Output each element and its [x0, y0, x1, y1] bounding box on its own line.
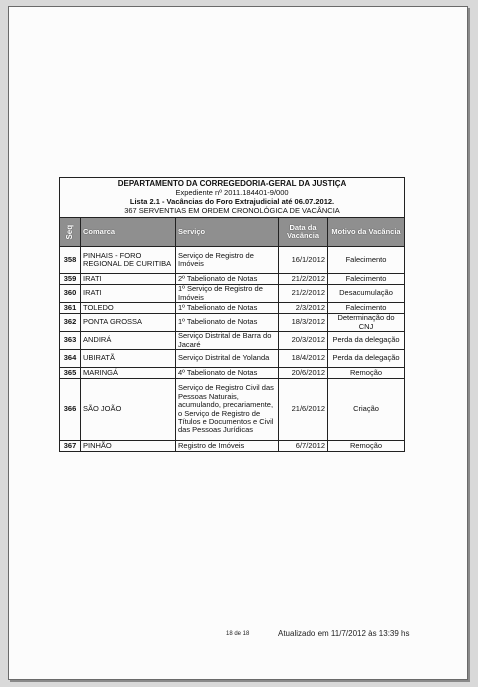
- row-data-vacancia: 20/3/2012: [279, 332, 328, 350]
- column-header-seq: Seq: [60, 218, 81, 247]
- row-motivo: Perda da delegação: [328, 350, 405, 368]
- row-comarca: ANDIRÁ: [81, 332, 176, 350]
- row-seq: 360: [60, 285, 81, 303]
- row-seq: 359: [60, 274, 81, 285]
- row-data-vacancia: 20/6/2012: [279, 368, 328, 379]
- row-servico: Serviço de Registro Civil das Pessoas Naturais, acumulando, precariamente, o Serviço de Registro de Títulos e Documentos e Civil das Pessoas Jurídicas: [176, 379, 279, 441]
- row-servico: 1º Serviço de Registro de Imóveis: [176, 285, 279, 303]
- row-seq: 364: [60, 350, 81, 368]
- row-seq: 366: [60, 379, 81, 441]
- table-header: [60, 178, 405, 218]
- page-number: 18 de 18: [226, 631, 250, 637]
- row-data-vacancia: 16/1/2012: [279, 247, 328, 274]
- row-servico: 2º Tabelionato de Notas: [176, 274, 279, 285]
- row-motivo: Remoção: [328, 441, 405, 452]
- row-data-vacancia: 2/3/2012: [279, 303, 328, 314]
- table-body: [60, 247, 405, 452]
- table-row: [60, 285, 405, 303]
- row-comarca: PONTA GROSSA: [81, 314, 176, 332]
- table-row: [60, 303, 405, 314]
- row-seq: 362: [60, 314, 81, 332]
- column-header-comarca: Comarca: [81, 218, 176, 247]
- row-comarca: IRATI: [81, 285, 176, 303]
- row-servico: Serviço de Registro de Imóveis: [176, 247, 279, 274]
- row-comarca: IRATI: [81, 274, 176, 285]
- table-row: [60, 332, 405, 350]
- row-motivo: Determinação do CNJ: [328, 314, 405, 332]
- row-data-vacancia: 6/7/2012: [279, 441, 328, 452]
- expediente-number: Expediente nº 2011.184401-9/000: [175, 188, 289, 197]
- row-comarca: UBIRATÃ: [81, 350, 176, 368]
- column-header-motivo: Motivo da Vacância: [328, 218, 405, 247]
- row-seq: 363: [60, 332, 81, 350]
- row-servico: 1º Tabelionato de Notas: [176, 303, 279, 314]
- row-motivo: Falecimento: [328, 303, 405, 314]
- row-servico: 1º Tabelionato de Notas: [176, 314, 279, 332]
- row-comarca: MARINGÁ: [81, 368, 176, 379]
- row-servico: 4º Tabelionato de Notas: [176, 368, 279, 379]
- row-motivo: Criação: [328, 379, 405, 441]
- row-comarca: TOLEDO: [81, 303, 176, 314]
- table-row: [60, 247, 405, 274]
- table-row: [60, 379, 405, 441]
- table-row: [60, 368, 405, 379]
- column-header-row: [60, 218, 405, 247]
- row-seq: 367: [60, 441, 81, 452]
- row-servico: Registro de Imóveis: [176, 441, 279, 452]
- row-motivo: Perda da delegação: [328, 332, 405, 350]
- column-header-data: Data da Vacância: [279, 218, 328, 247]
- row-data-vacancia: 18/4/2012: [279, 350, 328, 368]
- list-subtitle: 367 SERVENTIAS EM ORDEM CRONOLÓGICA DE VACÂNCIA: [124, 206, 340, 215]
- table-row: [60, 350, 405, 368]
- updated-timestamp: Atualizado em 11/7/2012 às 13:39 hs: [278, 629, 410, 638]
- list-title: Lista 2.1 - Vacâncias do Foro Extrajudicial até 06.07.2012.: [129, 197, 335, 206]
- column-header-servico: Serviço: [176, 218, 279, 247]
- row-servico: Serviço Distrital de Barra do Jacaré: [176, 332, 279, 350]
- row-motivo: Desacumulação: [328, 285, 405, 303]
- row-comarca: PINHÃO: [81, 441, 176, 452]
- row-comarca: SÃO JOÃO: [81, 379, 176, 441]
- row-data-vacancia: 21/2/2012: [279, 274, 328, 285]
- table-row: [60, 314, 405, 332]
- row-seq: 358: [60, 247, 81, 274]
- table-header-cell: [60, 178, 405, 218]
- department-title: DEPARTAMENTO DA CORREGEDORIA-GERAL DA JUSTIÇA: [117, 179, 347, 188]
- row-data-vacancia: 21/6/2012: [279, 379, 328, 441]
- vacancy-table: [59, 177, 405, 452]
- row-seq: 365: [60, 368, 81, 379]
- row-data-vacancia: 21/2/2012: [279, 285, 328, 303]
- table-row: [60, 441, 405, 452]
- row-seq: 361: [60, 303, 81, 314]
- row-data-vacancia: 18/3/2012: [279, 314, 328, 332]
- row-servico: Serviço Distrital de Yolanda: [176, 350, 279, 368]
- table-row: [60, 274, 405, 285]
- row-motivo: Remoção: [328, 368, 405, 379]
- row-motivo: Falecimento: [328, 247, 405, 274]
- row-motivo: Falecimento: [328, 274, 405, 285]
- row-comarca: PINHAIS - FORO REGIONAL DE CURITIBA: [81, 247, 176, 274]
